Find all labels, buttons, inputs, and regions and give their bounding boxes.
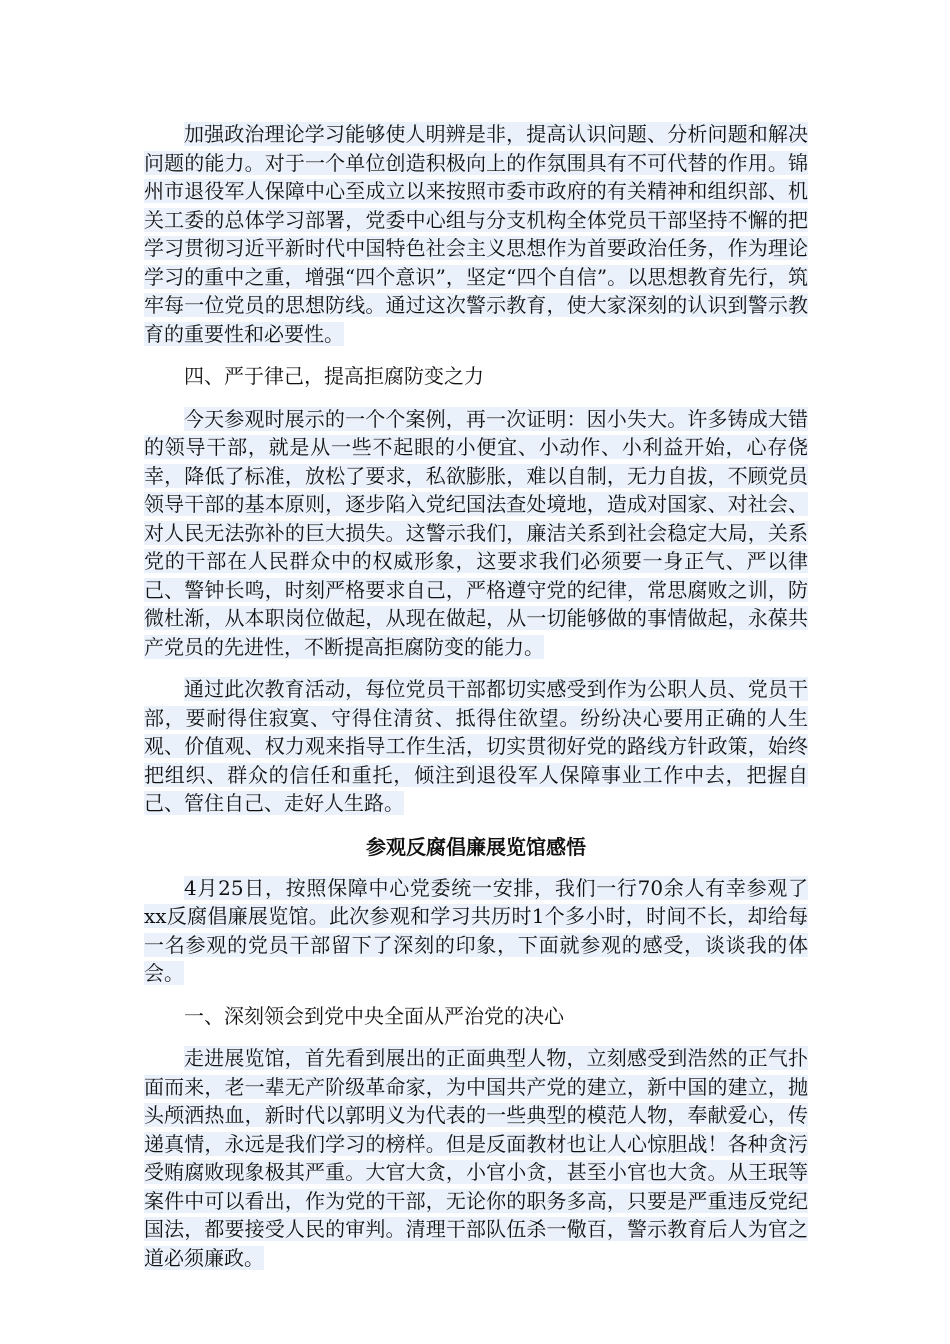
section-heading-self-discipline: 四、严于律己，提高拒腐防变之力 [184,364,484,388]
paragraph-theory-study [144,120,808,348]
document-page [144,120,808,1286]
paragraph-cases [144,405,808,662]
section-heading-strict-governance: 一、深刻领会到党中央全面从严治党的决心 [184,1003,564,1028]
paragraph-education-activity [144,675,808,818]
paragraph-text: 通过此次教育活动，每位党员干部都切实感受到作为公职人员、党员干部，要耐得住寂寞、守得住清贫、抵得住欲望。纷纷决心要用正确的人生观、价值观、权力观来指导工作生活，切实贯彻好党的路线方针政策，始终把组织、群众的信任和重托，倾注到退役军人保障事业工作中去，把握自己、管住自己、走好人生路。 [144,677,808,815]
paragraph-text: 加强政治理论学习能够使人明辨是非，提高认识问题、分析问题和解决问题的能力。对于一个单位创造积极向上的作氛围具有不可代替的作用。锦州市退役军人保障中心至成立以来按照市委市政府的有关精神和组织部、机关工委的总体学习部署，党委中心组与分支机构全体党员干部坚持不懈的把学习贯彻习近平新时代中国特色社会主义思想作为首要政治任务，作为理论学习的重中之重，增强“四个意识”，坚定“四个自信”。以思想教育先行，筑牢每一位党员的思想防线。通过这次警示教育，使大家深刻的认识到警示教育的重要性和必要性。 [144,122,808,346]
article-title: 参观反腐倡廉展览馆感悟 [366,834,586,859]
paragraph-text: 走进展览馆，首先看到展出的正面典型人物，立刻感受到浩然的正气扑面而来，老一辈无产阶级革命家，为中国共产党的建立，新中国的建立，抛头颅洒热血，新时代以郭明义为代表的一些典型的模范人物，奉献爱心，传递真情，永远是我们学习的榜样。但是反面教材也让人心惊胆战！各种贪污受贿腐败现象极其严重。大官大贪，小官小贪，甚至小官也大贪。从王珉等案件中可以看出，作为党的干部，无论你的职务多高，只要是严重违反党纪国法，都要接受人民的审判。清理干部队伍杀一儆百，警示教育后人为官之道必须廉政。 [144,1046,808,1270]
paragraph-visit-intro [144,874,808,988]
paragraph-exhibition [144,1044,808,1272]
paragraph-text: 今天参观时展示的一个个案例，再一次证明：因小失大。许多铸成大错的领导干部，就是从一些不起眼的小便宜、小动作、小利益开始，心存侥幸，降低了标准，放松了要求，私欲膨胀，难以自制，无力自拔，不顾党员领导干部的基本原则，逐步陷入党纪国法查处境地，造成对国家、对社会、对人民无法弥补的巨大损失。这警示我们，廉洁关系到社会稳定大局，关系党的干部在人民群众中的权威形象，这要求我们必须要一身正气、严以律己、警钟长鸣，时刻严格要求自己，严格遵守党的纪律，常思腐败之训，防微杜渐，从本职岗位做起，从现在做起，从一切能够做的事情做起，永葆共产党员的先进性，不断提高拒腐防变的能力。 [144,406,808,659]
paragraph-text: 4月25日，按照保障中心党委统一安排，我们一行70余人有幸参观了xx反腐倡廉展览馆。此次参观和学习共历时1个多小时，时间不长，却给每一名参观的党员干部留下了深刻的印象，下面就参观的感受，谈谈我的体会。 [144,875,808,985]
